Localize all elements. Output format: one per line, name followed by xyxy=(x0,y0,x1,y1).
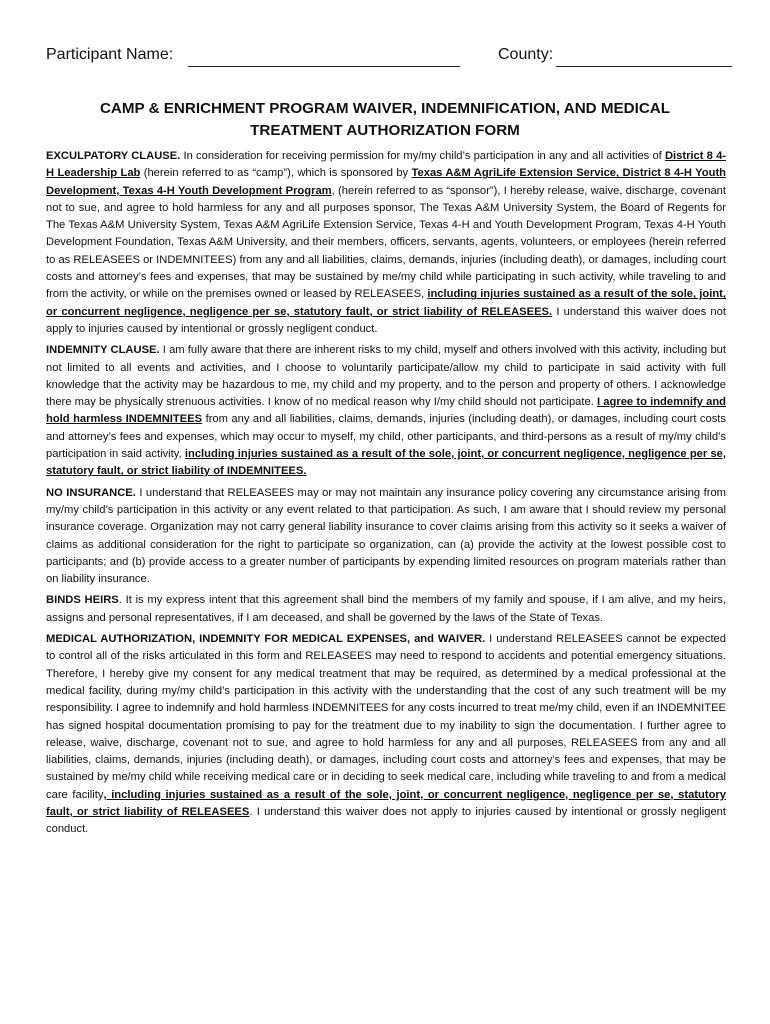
camp-name: District 8 4-H Leadership Lab xyxy=(46,150,727,180)
no-insurance-clause xyxy=(46,485,726,589)
exculpatory-text-2: (herein referred to as “camp”), which is sponsored by xyxy=(140,167,412,180)
no-insurance-heading: NO INSURANCE. xyxy=(46,486,136,499)
binds-heirs-clause xyxy=(46,592,726,627)
indemnity-heading: INDEMNITY CLAUSE. xyxy=(46,344,160,357)
binds-heirs-heading: BINDS HEIRS xyxy=(46,594,119,607)
form-title: CAMP & ENRICHMENT PROGRAM WAIVER, INDEMNIFICATION, AND MEDICAL TREATMENT AUTHORIZATION FORM xyxy=(99,100,671,139)
county-field[interactable] xyxy=(556,66,732,67)
exculpatory-heading: EXCULPATORY CLAUSE. xyxy=(46,150,181,162)
participant-header xyxy=(46,46,736,72)
indemnity-text-2: from any and all liabilities, claims, demands, injuries (including death), or damages, including court costs and attorney’s fees and expenses, which may occur to myself, my child, other participants, and third-persons as a result of my/my child’s participation in said activity, xyxy=(46,413,726,461)
county-label: County: xyxy=(498,46,554,63)
medical-clause xyxy=(46,631,726,839)
medical-text-1: I understand RELEASEES cannot be expected to control all of the risks articulated in this form and RELEASEES may need to respond to accidents and potential emergency situations. Therefore, I hereby give my consent for any medical treatment that may be required, as determined by a medical professional at the medical facility, during my/my child’s participation in this activity with the understanding that the cost of any such treatment will be my responsibility. I agree to indemnify and hold harmless INDEMNITEES for any costs incurred to treat me/my child, even if an INDEMNITEE has signed hospital documentation promising to pay for the treatment due to my inability to sign the documentation. I further agree to release, waive, discharge, covenant not to sue, and agree to hold harmless for any and all purposes, RELEASEES from any and all liabilities, claims, demands, injuries (including death), or damages, including court costs and attorney’s fees and expenses, that may be sustained by me/my child while receiving medical care or in deciding to seek medical care, including while traveling to and from a medical care facility xyxy=(46,633,727,801)
medical-heading: MEDICAL AUTHORIZATION, INDEMNITY FOR MEDICAL EXPENSES, and WAIVER. xyxy=(46,633,486,646)
exculpatory-text-4: I understand this waiver does not apply to injuries caused by intentional or grossly negligent conduct. xyxy=(46,305,726,335)
exculpatory-text-1: In consideration for receiving permission for my/my child’s participation in any and all activities of xyxy=(180,150,665,162)
participant-name-field[interactable] xyxy=(188,66,460,67)
indemnity-text-1: I am fully aware that there are inherent risks to my child, myself and others involved with this activity, including but not limited to all events and activities, and I choose to voluntarily participate/allow my child to participate in said activity with full knowledge that the activity may be hazardous to me, my child and my property, and to the person and property of others. I acknowledge there may be physically strenuous activities. I know of no medical reason why I/my child should not participate. xyxy=(46,344,726,409)
sponsor-name: Texas A&M AgriLife Extension Service, District 8 4-H Youth Development, Texas 4-H Youth Development Program xyxy=(46,167,727,197)
medical-text-2: . I understand this waiver does not apply to injuries caused by intentional or grossly negligent conduct. xyxy=(46,805,727,836)
exculpatory-underlined: including injuries sustained as a result of the sole, joint, or concurrent negligence, negligence per se, statutory fault, or strict liability of RELEASEES. xyxy=(46,288,726,318)
indemnity-clause xyxy=(46,342,726,480)
no-insurance-text: I understand that RELEASEES may or may not maintain any insurance policy covering any circumstance arising from my/my child’s participation in this activity or any event related to that participation. As such, I am aware that I should review my personal insurance coverage. Organization may not carry general liability insurance to cover claims arising from this activity so it seeks a waiver of claims as additional consideration for the right to participate so organization, can (a) provide the activity at the lowest possible cost to participants; and (b) provide access to a greater number of participants by expending limited resources on program materials rather than on liability insurance. xyxy=(46,486,726,586)
indemnity-underlined-1: I agree to indemnify and hold harmless INDEMNITEES xyxy=(46,396,726,426)
waiver-body xyxy=(46,148,726,843)
indemnity-underlined-2: including injuries sustained as a result of the sole, joint, or concurrent negligence, negligence per se, statutory fault, or strict liability of INDEMNITEES. xyxy=(46,448,726,478)
participant-name-label: Participant Name: xyxy=(46,46,174,63)
exculpatory-clause xyxy=(46,148,726,338)
medical-underlined: , including injuries sustained as a result of the sole, joint, or concurrent negligence, negligence per se, statutory fault, or strict liability of RELEASEES xyxy=(46,788,726,818)
exculpatory-text-3: , (herein referred to as “sponsor”), I hereby release, waive, discharge, covenant not to sue, and agree to hold harmless for any and all purposes sponsor, The Texas A&M University System, the Board of Regents for The Texas A&M University System, Texas A&M AgriLife Extension Service, Texas 4-H and Youth Development Program, Texas 4-H Youth Development Foundation, Texas A&M University, and their members, officers, servants, agents, volunteers, or employees (herein referred to as RELEASEES or INDEMNITEES) from any and all liabilities, claims, demands, injuries (including death), or damages, including court costs and attorney’s fees and expenses, that may be sustained by me/my child while participating in such activity, while traveling to and from the activity, or while on the premises owned or leased by RELEASEES, xyxy=(46,184,726,301)
binds-heirs-text: . It is my express intent that this agreement shall bind the members of my family and spouse, if I am alive, and my heirs, assigns and personal representatives, if I am deceased, and shall be governed by the laws of the State of Texas. xyxy=(46,594,726,624)
